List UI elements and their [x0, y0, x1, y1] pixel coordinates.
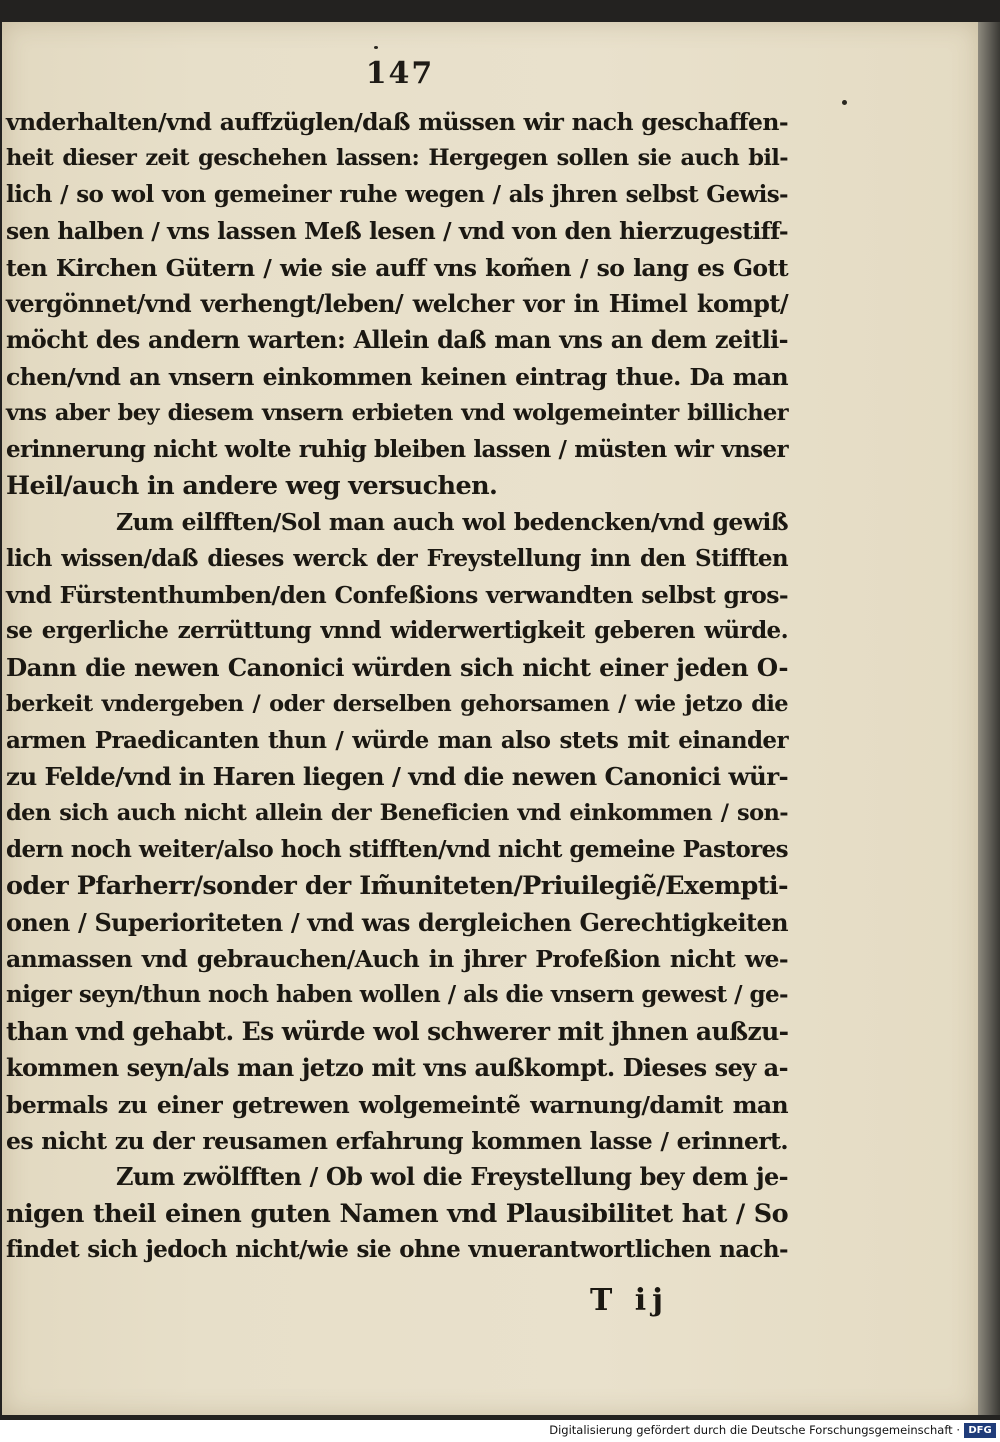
signature-text: T ij	[590, 1283, 670, 1318]
text-line: ten Kirchen Gütern / wie sie auff vns kom̃en / so lang es Gott	[6, 253, 788, 282]
text-line: than vnd gehabt. Es würde wol schwerer mit jhnen außzu-	[6, 1016, 789, 1046]
text-line: lich / so wol von gemeiner ruhe wegen / als jhren selbst Gewis-	[6, 180, 788, 208]
text-line: kommen seyn/als man jetzo mit vns außkompt. Dieses sey a-	[6, 1053, 788, 1083]
text-line: Dann die newen Canonici würden sich nicht einer jeden O-	[6, 652, 788, 682]
text-line: möcht des andern warten: Allein daß man vns an dem zeitli-	[6, 325, 788, 355]
dfg-logo: DFG	[964, 1423, 996, 1438]
text-line: heit dieser zeit geschehen lassen: Hergegen sollen sie auch bil-	[6, 145, 788, 172]
text-line: nigen theil einen guten Namen vnd Plausibilitet hat / So	[6, 1198, 788, 1229]
body-text	[6, 104, 788, 1269]
text-line: vnd Fürstenthumben/den Confeßions verwandten selbst gros-	[6, 581, 788, 610]
ink-speck	[374, 46, 378, 49]
text-line: vns aber bey diesem vnsern erbieten vnd wolgemeinter billicher	[6, 400, 788, 427]
text-line: den sich auch nicht allein der Beneficien vnd einkommen / son-	[6, 800, 788, 827]
text-line: Heil/auch in andere weg versuchen.	[6, 470, 498, 501]
text-line: onen / Superioriteten / vnd was dergleichen Gerechtigkeiten	[6, 907, 788, 937]
text-line: dern noch weiter/also hoch stifften/vnd nicht gemeine Pastores	[6, 835, 788, 863]
text-line: bermals zu einer getrewen wolgemeintẽ warnung/damit man	[6, 1090, 788, 1119]
text-line: chen/vnd an vnsern einkommen keinen eintrag thue. Da man	[6, 362, 788, 391]
text-line: vergönnet/vnd verhengt/leben/ welcher vor in Himel kompt/	[6, 288, 788, 318]
text-line: niger seyn/thun noch haben wollen / als die vnsern gewest / ge-	[6, 981, 788, 1009]
footer-bar	[0, 1420, 1000, 1442]
text-line: lich wissen/daß dieses werck der Freystellung inn den Stifften	[6, 544, 788, 572]
text-line: findet sich jedoch nicht/wie sie ohne vnuerantwortlichen nach-	[6, 1236, 788, 1264]
page-number: 147	[365, 56, 435, 91]
text-line: armen Praedicanten thun / würde man also stets mit einander	[6, 726, 788, 754]
text-line: zu Felde/vnd in Haren liegen / vnd die newen Canonici wür-	[6, 762, 789, 792]
text-line: anmassen vnd gebrauchen/Auch in jhrer Profeßion nicht we-	[6, 944, 788, 973]
text-line: sen halben / vns lassen Meß lesen / vnd von den hierzugestiff-	[6, 217, 788, 246]
page-edge-shadow	[978, 22, 1000, 1415]
signature-mark	[590, 1283, 669, 1318]
paragraph-start-line: Zum zwölfften / Ob wol die Freystellung bey dem je-	[116, 1162, 788, 1192]
text-line: erinnerung nicht wolte ruhig bleiben lassen / müsten wir vnser	[6, 435, 788, 463]
text-line: es nicht zu der reusamen erfahrung kommen lasse / erinnert.	[6, 1126, 788, 1155]
funding-credit: Digitalisierung gefördert durch die Deutsche Forschungsgemeinschaft ·	[549, 1423, 960, 1437]
paragraph-start-line: Zum eilfften/Sol man auch wol bedencken/vnd gewiß	[116, 508, 788, 537]
text-line: berkeit vndergeben / oder derselben gehorsamen / wie jetzo die	[6, 691, 788, 718]
text-line: oder Pfarherr/sonder der Im̃uniteten/Priuilegiẽ/Exempti-	[6, 871, 788, 902]
text-line: vnderhalten/vnd auffzüglen/daß müssen wir nach geschaffen-	[6, 108, 788, 136]
text-line: se ergerliche zerrüttung vnnd widerwertigkeit geberen würde.	[6, 617, 788, 645]
ink-speck	[842, 100, 847, 105]
